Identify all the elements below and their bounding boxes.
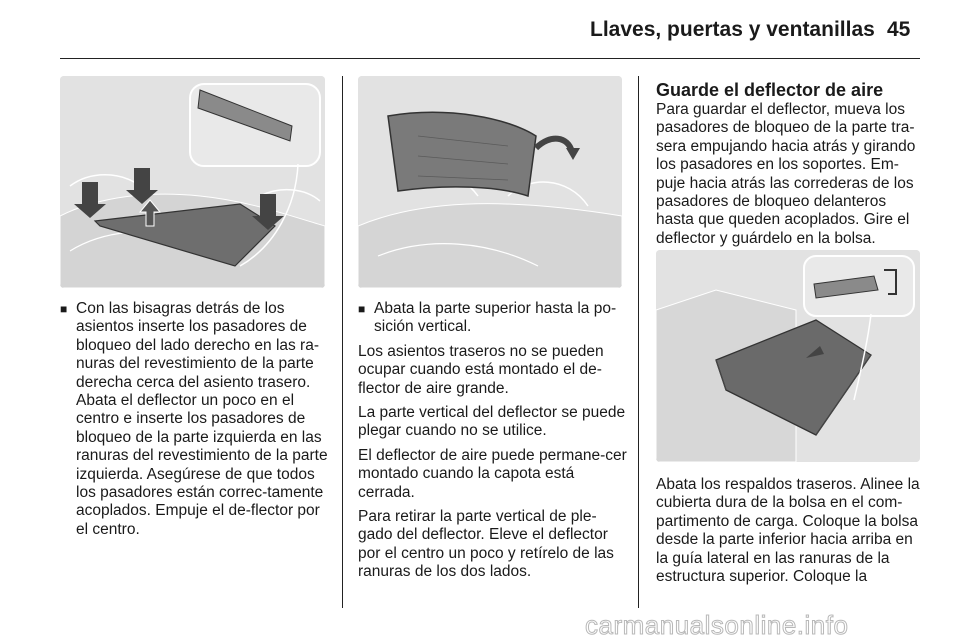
paragraph: La parte vertical del deflector se puede plegar cuando no se utilice. (358, 404, 626, 440)
deflector-upright-illustration (358, 76, 622, 288)
figure-deflector-upright (358, 76, 622, 288)
paragraph: Para guardar el deflector, mueva los pasadores de bloqueo de la parte tra-sera empujando hacia atrás y girando los pasadores en los soportes. Em-puje hacia atrás las correderas de los pasadores de bloqueo delanteros hasta que queden acoplados. Gire el deflector y guárdelo en la bolsa. (656, 101, 916, 247)
header-rule (60, 58, 920, 59)
figure-deflector-pins (60, 76, 325, 288)
paragraph: Abata los respaldos traseros. Alinee la cubierta dura de la bolsa en el com-partimento de carga. Coloque la bolsa desde la parte inferior hacia arriba en la guía lateral en las ranuras de la estructura superior. Coloque la (656, 476, 920, 586)
figure-deflector-bag (656, 250, 920, 462)
paragraph: Los asientos traseros no se pueden ocupar cuando está montado el de-flector de aire grande. (358, 342, 604, 397)
instruction-bullet: ■ Abata la parte superior hasta la po-sición vertical. (358, 300, 628, 337)
column-2-text (358, 300, 628, 588)
deflector-install-illustration (60, 76, 325, 288)
page-number: 45 (887, 18, 911, 41)
paragraph: Para retirar la parte vertical de ple-gado del deflector. Eleve el deflector por el centro un poco y retírelo de las ranuras de los dos lados. (358, 508, 614, 581)
page-title: Llaves, puertas y ventanillas (590, 18, 875, 41)
column-divider (638, 76, 639, 608)
column-1-text (60, 300, 328, 539)
instruction-bullet: ■ Con las bisagras detrás de los asientos inserte los pasadores de bloqueo del lado derecho en las ra-nuras del revestimiento de la parte derecha cerca del asiento trasero. Abata el deflector un poco en el centro e inserte los pasadores de bloqueo de la parte izquierda en las ranuras del revestimiento de la parte izquierda. Asegúrese de que todos los pasadores están correc-tamente acoplados. Empuje el de-flector por el centro. (60, 300, 328, 539)
column-divider (342, 76, 343, 608)
paragraph: El deflector de aire puede permane-cer montado cuando la capota está cerrada. (358, 446, 627, 501)
column-3-text (656, 80, 922, 254)
watermark: carmanualsonline.info (585, 610, 849, 640)
column-3-text-lower (656, 476, 922, 592)
deflector-bag-illustration (656, 250, 920, 462)
section-heading: Guarde el deflector de aire (656, 80, 884, 100)
